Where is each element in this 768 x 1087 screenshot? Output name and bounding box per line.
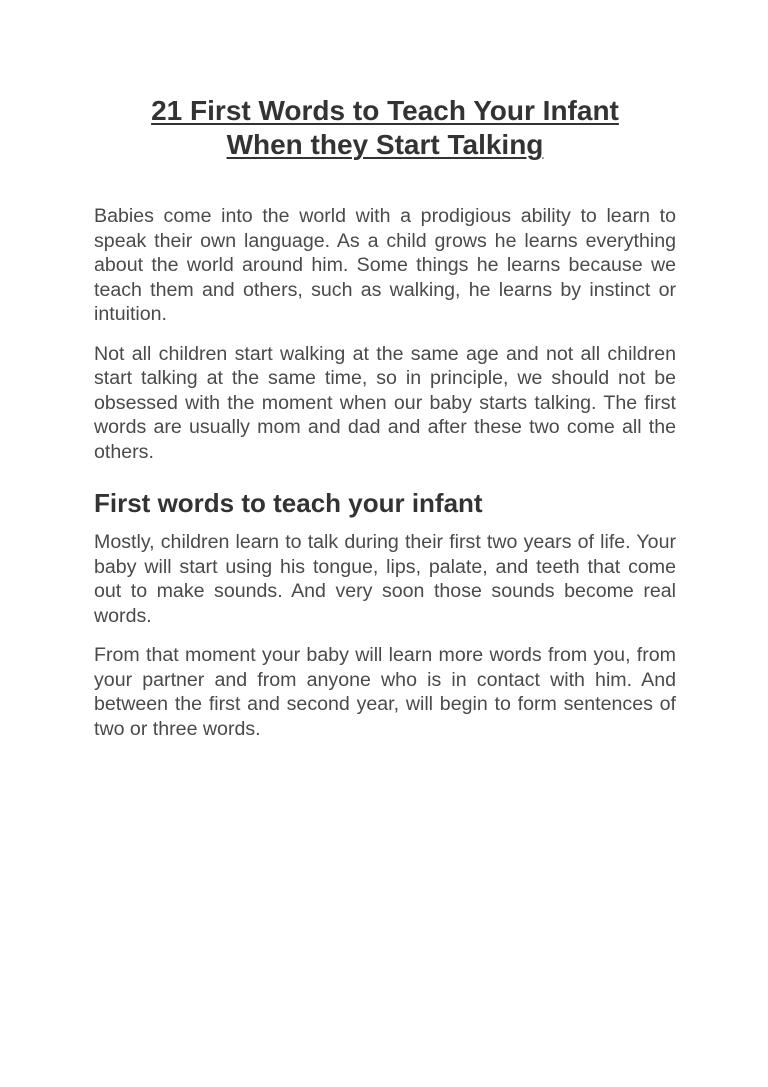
section-paragraph-2: From that moment your baby will learn more words from you, from your partner and from anyone who is in contact with him. And between the first and second year, will begin to form sentences of two or three words. xyxy=(94,644,676,740)
section-heading: First words to teach your infant xyxy=(94,488,483,518)
section-paragraph-1: Mostly, children learn to talk during their first two years of life. Your baby will start using his tongue, lips, palate, and teeth that come out to make sounds. And very soon those sounds become real words. xyxy=(94,531,676,627)
document-title xyxy=(94,94,676,162)
title-line-1: 21 First Words to Teach Your Infant xyxy=(151,95,619,126)
intro-paragraph-2: Not all children start walking at the same age and not all children start talking at the same time, so in principle, we should not be obsessed with the moment when our baby starts talking. The first words are usually mom and dad and after these two come all the others. xyxy=(94,342,676,463)
intro-paragraph-1: Babies come into the world with a prodigious ability to learn to speak their own language. As a child grows he learns everything about the world around him. Some things he learns because we teach them and others, such as walking, he learns by instinct or intuition. xyxy=(94,205,676,325)
document-body xyxy=(94,94,676,741)
title-line-2: When they Start Talking xyxy=(226,129,544,160)
